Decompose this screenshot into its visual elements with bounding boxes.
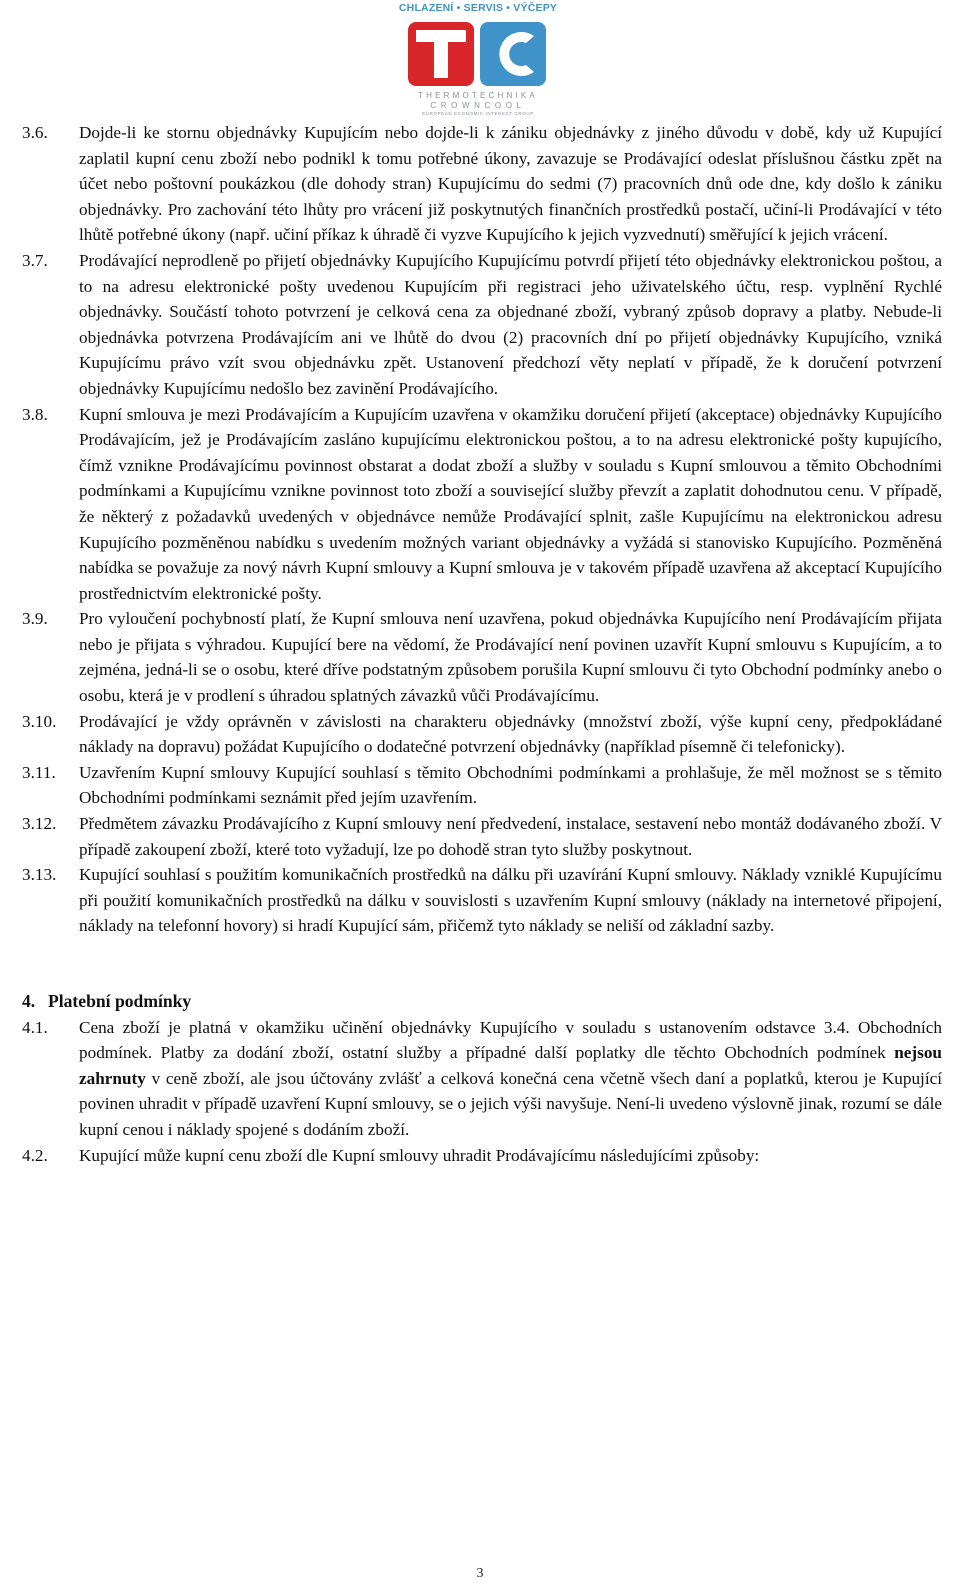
clause-3-10: [22, 709, 942, 760]
logo-company-line1: THERMOTECHNIKA: [418, 91, 538, 100]
clause-3-8: [22, 402, 942, 607]
clause-4-1: [22, 1015, 942, 1143]
tc-logo-mark: [406, 18, 550, 92]
clause-text: Pro vyloučení pochybností platí, že Kupní smlouva není uzavřena, pokud objednávka Kupujícího není Prodávajícím přijata nebo je přijata s výhradou. Kupující bere na vědomí, že Prodávající není povinen uzavřít Kupní smlouvu s Kupujícím, a to zejména, jedná-li se o osobu, které dříve podstatným způsobem porušila Kupní smlouvu či tyto Obchodní podmínky anebo o osobu, která je v prodlení s úhradou splatných závazků vůči Prodávajícímu.: [79, 609, 942, 706]
clause-text-part: Cena zboží je platná v okamžiku učinění objednávky Kupujícího v souladu s ustanovením odstavce 3.4. Obchodních podmínek. Platby za dodání zboží, ostatní služby a případné další poplatky dle těchto Obchodních podmínek: [79, 1017, 942, 1063]
clause-text: Prodávající neprodleně po přijetí objednávky Kupujícího Kupujícímu potvrdí přijetí této objednávky elektronickou poštou, a to na adresu elektronické pošty uvedenou Kupujícím při registraci jeho uživatelského účtu, resp. vyplnění Rychlé objednávky. Součástí tohoto potvrzení je celková cena za objednané zboží, vybraný způsob dopravy a platby. Nebude-li objednávka potvrzena Prodávajícím ani ve lhůtě do dvou (2) pracovních dní po přijetí objednávky Kupujícího, vzniká Kupujícímu právo vzít svou objednávku zpět. Ustanovení předchozí věty neplatí v případě, že k doručení potvrzení objednávky Kupujícímu nedošlo bez zavinění Prodávajícího.: [79, 250, 942, 398]
clause-number: 3.13.: [22, 865, 57, 885]
clause-3-11: [22, 760, 942, 811]
clause-text: Dojde-li ke stornu objednávky Kupujícím nebo dojde-li k zániku objednávky z jiného důvodu v době, kdy už Kupující zaplatil kupní cenu zboží nebo podnikl k tomu potřebné úkony, zavazuje se Prodávající odeslat příslušnou částku zpět na účet nebo poštovní poukázkou (dle dohody stran) Kupujícímu do sedmi (7) pracovních dnů ode dne, kdy došlo k zániku objednávky. Pro zachování této lhůty pro vrácení již poskytnutých finančních prostředků postačí, učiní-li Prodávající v této lhůtě potřebné úkony (např. učiní příkaz k úhradě či vyzve Kupujícího k jejich vyzvednutí) směřující k jejich vrácení.: [79, 123, 942, 245]
clause-3-12: [22, 811, 942, 862]
logo-company-line2: CROWNCOOL: [430, 101, 526, 110]
clause-number: 3.9.: [22, 609, 48, 629]
clause-text-part: v ceně zboží, ale jsou účtovány zvlášť a celková konečná cena včetně všech daní a poplatků, kterou je Kupující povinen uhradit v případě uzavření Kupní smlouvy, se o jejich výši navyšuje. Není-li uvedeno výslovně jinak, rozumí se dále kupní cenou i náklady spojené s dodáním zboží.: [79, 1068, 942, 1139]
clause-text: Kupující souhlasí s použitím komunikačních prostředků na dálku při uzavírání Kupní smlouvy. Náklady vzniklé Kupujícímu při použití komunikačních prostředků na dálku v souvislosti s uzavřením Kupní smlouvy (náklady na internetové připojení, náklady na telefonní hovory) si hradí Kupující sám, přičemž tyto náklady se neliší od základní sazby.: [79, 865, 942, 936]
clause-text-emphasis: nejsou zahrnuty: [79, 1043, 942, 1088]
clause-number: 4.1.: [22, 1017, 48, 1037]
clause-number: 3.6.: [22, 123, 48, 142]
clause-number: 3.12.: [22, 814, 57, 834]
clause-3-13: [22, 862, 942, 939]
clause-4-2: [22, 1143, 942, 1169]
clause-3-7: [22, 248, 942, 402]
clause-text: [79, 1015, 942, 1143]
logo-company-line3: EUROPEAN ECONOMIC INTEREST GROUP: [422, 111, 534, 116]
section-title: Platební podmínky: [48, 991, 192, 1011]
section-number: 4.: [22, 991, 36, 1011]
clause-text: Uzavřením Kupní smlouvy Kupující souhlasí s těmito Obchodními podmínkami a prohlašuje, že měl možnost se s těmito Obchodními podmínkami seznámit před jejím uzavřením.: [79, 762, 942, 808]
logo-company-name: [398, 91, 558, 117]
clause-number: 4.2.: [22, 1145, 48, 1165]
clause-number: 3.8.: [22, 404, 48, 424]
clause-number: 3.10.: [22, 711, 57, 731]
clause-text: Prodávající je vždy oprávněn v závislosti na charakteru objednávky (množství zboží, výše kupní ceny, předpokládané náklady na dopravu) požádat Kupujícího o dodatečné potvrzení objednávky (například písemně či telefonicky).: [79, 711, 942, 757]
document-body: [22, 120, 942, 1168]
logo-tagline: CHLAZENÍ • SERVIS • VÝČEPY: [398, 2, 558, 14]
company-logo: [398, 2, 558, 120]
clause-text: Kupující může kupní cenu zboží dle Kupní smlouvy uhradit Prodávajícímu následujícími způsoby:: [79, 1145, 760, 1165]
clause-3-6: [22, 120, 942, 248]
clause-text: Kupní smlouva je mezi Prodávajícím a Kupujícím uzavřena v okamžiku doručení přijetí (akceptace) objednávky Kupujícího Prodávajícím, jež je Prodávajícím zasláno kupujícímu elektronickou poštou, a to na adresu elektronické pošty kupujícího, čímž vznikne Prodávajícímu povinnost obstarat a dodat zboží a služby v souladu s Kupní smlouvou a těmito Obchodními podmínkami a Kupujícímu vznikne povinnost toto zboží a související služby převzít a zaplatit dohodnutou cenu. V případě, že některý z požadavků uvedených v objednávce nemůže Prodávající splnit, zašle Kupujícímu na elektronickou adresu Kupujícího pozměněnou nabídku s uvedením možných variant objednávky a vyžádá si stanovisko Kupujícího. Pozměněná nabídka se považuje za nový návrh Kupní smlouvy a Kupní smlouva je v takovém případě uzavřena až akceptací Kupujícího prostřednictvím elektronické pošty.: [79, 404, 942, 603]
clause-text: Předmětem závazku Prodávajícího z Kupní smlouvy není předvedení, instalace, sestavení nebo montáž dodávaného zboží. V případě zakoupení zboží, které toto vyžadují, lze po dohodě stran tyto služby poskytnout.: [79, 814, 942, 859]
clause-3-9: [22, 606, 942, 708]
section-heading: [22, 989, 942, 1015]
page-number: 3: [476, 1566, 484, 1581]
clause-number: 3.11.: [22, 762, 56, 782]
clause-number: 3.7.: [22, 250, 48, 270]
